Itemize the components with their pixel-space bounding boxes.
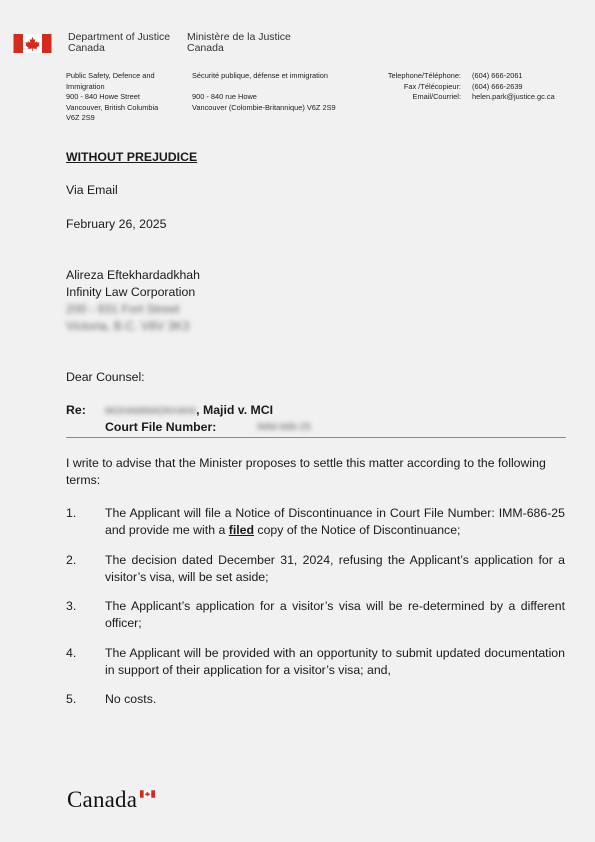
- intro-paragraph: I write to advise that the Minister proposes to settle this matter according to the following terms:: [66, 456, 546, 487]
- dept-en-line1: Department of Justice: [68, 31, 171, 43]
- address-line: 900 - 840 rue Howe: [192, 92, 257, 101]
- divider-rule: [66, 437, 566, 438]
- recipient-block: [66, 267, 200, 335]
- term-2: The decision dated December 31, 2024, refusing the Applicant’s application for a visitor’s visa, will be set aside;: [105, 553, 565, 584]
- term-4: The Applicant will be provided with an opportunity to submit updated documentation in support of their application for a visitor’s visa; and,: [105, 646, 565, 677]
- dept-fr-line2: Canada: [187, 42, 224, 54]
- re-label: Re:: [66, 403, 86, 417]
- address-line: Vancouver, British Columbia: [66, 102, 159, 112]
- fax-value: (604) 666-2639: [472, 81, 523, 91]
- canada-wordmark: [67, 787, 137, 813]
- canada-flag-icon: [13, 34, 52, 53]
- term-1-text-end: copy of the Notice of Discontinuance;: [254, 523, 461, 537]
- address-line: 900 - 840 Howe Street: [66, 92, 140, 101]
- recipient-address-redacted: 200 - 931 Fort Street: [66, 302, 180, 316]
- address-line: Public Safety, Defence and: [66, 71, 155, 80]
- dept-fr-line1: Ministère de la Justice: [187, 31, 291, 43]
- court-file-number-redacted: IMM-686-25: [257, 422, 311, 433]
- email-value: helen.park@justice.gc.ca: [472, 92, 555, 101]
- court-file-label: Court File Number:: [105, 420, 217, 434]
- via-email: Via Email: [66, 183, 118, 197]
- term-number: 3.: [66, 599, 77, 613]
- address-english: [66, 71, 158, 124]
- term-5: No costs.: [105, 692, 157, 706]
- recipient-name: Alireza Eftekhardadkhah: [66, 268, 200, 282]
- address-line: [192, 82, 336, 93]
- recipient-city-redacted: Victoria, B.C. V8V 3K3: [66, 319, 190, 333]
- term-number: 4.: [66, 646, 77, 660]
- address-french: [192, 71, 336, 113]
- canada-wordmark-text: Canada: [67, 787, 138, 812]
- dept-name-en: [68, 32, 170, 54]
- term-number: 2.: [66, 553, 77, 567]
- address-line: Vancouver (Colombie-Britannique) V6Z 2S9: [192, 102, 336, 112]
- term-1-filed-emphasis: filed: [228, 523, 255, 537]
- email-label: Email/Courriel:: [412, 92, 461, 101]
- term-number: 5.: [66, 692, 77, 706]
- dept-name-fr: [187, 32, 291, 54]
- address-line: V6Z 2S9: [66, 113, 95, 122]
- letter-date: February 26, 2025: [66, 217, 167, 231]
- contact-labels: [360, 71, 461, 103]
- term-1-text: The Applicant will file a Notice of Discontinuance in Court File Number: IMM-686-25 and provide me with a: [105, 506, 565, 537]
- dept-en-line2: Canada: [68, 42, 105, 54]
- fax-label: Fax /Télécopieur:: [403, 81, 461, 91]
- salutation: Dear Counsel:: [66, 370, 145, 384]
- address-line: Immigration: [66, 81, 105, 91]
- term-number: 1.: [66, 506, 77, 520]
- applicant-surname-redacted: MOHAMMADKHANI: [105, 406, 197, 417]
- without-prejudice-heading: WITHOUT PREJUDICE: [66, 150, 198, 164]
- wordmark-flag-icon: [140, 790, 155, 798]
- recipient-firm: Infinity Law Corporation: [66, 285, 196, 299]
- address-line: Sécurité publique, défense et immigration: [192, 71, 328, 80]
- re-line: [105, 402, 273, 420]
- contact-values: [472, 71, 555, 103]
- phone-value: (604) 666-2061: [472, 71, 523, 80]
- phone-label: Telephone/Téléphone:: [387, 71, 461, 80]
- term-1: [105, 505, 565, 539]
- style-of-cause: , Majid v. MCI: [196, 403, 274, 417]
- term-3: The Applicant’s application for a visitor’s visa will be re-determined by a different officer;: [105, 599, 565, 630]
